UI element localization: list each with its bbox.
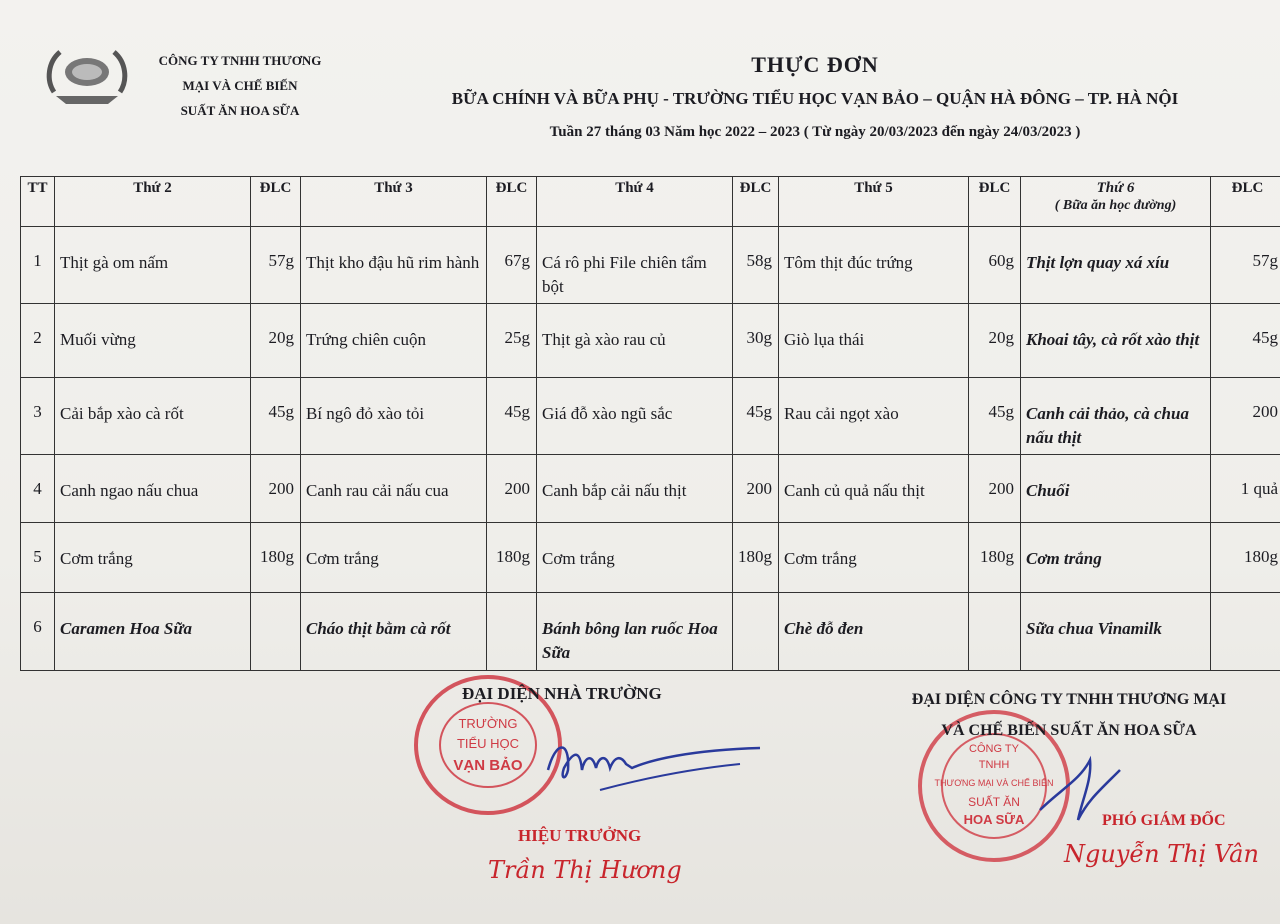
- col-header-unit: ĐLC: [487, 177, 537, 227]
- dish-cell: Thịt lợn quay xá xíu: [1021, 227, 1211, 304]
- menu-title: THỰC ĐƠN: [751, 52, 879, 77]
- table-row: [21, 455, 1280, 523]
- dish-cell: Canh rau cải nấu cua: [301, 455, 487, 523]
- quantity-cell: 45g: [969, 378, 1021, 455]
- stamp-text: THƯƠNG MẠI VÀ CHẾ BIẾN: [934, 778, 1054, 788]
- dish-cell: Muối vừng: [55, 304, 251, 378]
- quantity-cell: 180g: [251, 523, 301, 593]
- stamp-text: HOA SỮA: [963, 812, 1025, 827]
- vice-director-title: PHÓ GIÁM ĐỐC: [1102, 812, 1226, 829]
- quantity-cell: 20g: [969, 304, 1021, 378]
- quantity-cell: 200: [251, 455, 301, 523]
- company-representative-label: [884, 684, 1254, 746]
- dish-cell: Canh ngao nấu chua: [55, 455, 251, 523]
- quantity-cell: 45g: [733, 378, 779, 455]
- row-number: 2: [21, 304, 55, 378]
- quantity-cell: 25g: [487, 304, 537, 378]
- quantity-cell: 200: [969, 455, 1021, 523]
- company-rep-line: ĐẠI DIỆN CÔNG TY TNHH THƯƠNG MẠI: [911, 691, 1227, 708]
- dish-cell: Chuối: [1021, 455, 1211, 523]
- dish-cell: Chè đỗ đen: [779, 593, 969, 671]
- stamp-text: TNHH: [978, 759, 1010, 771]
- quantity-cell: 45g: [251, 378, 301, 455]
- quantity-cell: 1 quả: [1211, 455, 1280, 523]
- dish-cell: Thịt kho đậu hũ rim hành: [301, 227, 487, 304]
- dish-cell: Canh cải thảo, cà chua nấu thịt: [1021, 378, 1211, 455]
- dish-cell: Thịt gà xào rau củ: [537, 304, 733, 378]
- quantity-cell: 180g: [487, 523, 537, 593]
- dish-cell: Trứng chiên cuộn: [301, 304, 487, 378]
- quantity-cell: 58g: [733, 227, 779, 304]
- quantity-cell: 67g: [487, 227, 537, 304]
- dish-cell: Cơm trắng: [1021, 523, 1211, 593]
- quantity-cell: [251, 593, 301, 671]
- dish-cell: Giò lụa thái: [779, 304, 969, 378]
- dish-cell: Sữa chua Vinamilk: [1021, 593, 1211, 671]
- table-header-row: [21, 177, 1280, 227]
- quantity-cell: [1211, 593, 1280, 671]
- quantity-cell: 45g: [487, 378, 537, 455]
- dish-cell: Rau cải ngọt xào: [779, 378, 969, 455]
- quantity-cell: 30g: [733, 304, 779, 378]
- col-header-unit: ĐLC: [251, 177, 301, 227]
- quantity-cell: 180g: [969, 523, 1021, 593]
- col-header-day: Thứ 4: [537, 177, 733, 227]
- table-row: [21, 378, 1280, 455]
- dish-cell: Bánh bông lan ruốc Hoa Sữa: [537, 593, 733, 671]
- dish-cell: Cơm trắng: [301, 523, 487, 593]
- quantity-cell: 200: [733, 455, 779, 523]
- stamp-text: TRƯỜNG: [458, 716, 518, 731]
- menu-table: [20, 176, 1280, 671]
- principal-title: HIỆU TRƯỞNG: [518, 826, 642, 845]
- table-row: [21, 593, 1280, 671]
- quantity-cell: 180g: [733, 523, 779, 593]
- quantity-cell: 200: [1211, 378, 1280, 455]
- stamp-text: TIỂU HỌC: [456, 736, 520, 751]
- row-number: 3: [21, 378, 55, 455]
- dish-cell: Cơm trắng: [55, 523, 251, 593]
- principal-name: Trần Thị Hương: [488, 856, 682, 884]
- dish-cell: Cơm trắng: [537, 523, 733, 593]
- col-header-unit: ĐLC: [969, 177, 1021, 227]
- table-row: [21, 523, 1280, 593]
- dish-cell: Thịt gà om nấm: [55, 227, 251, 304]
- row-number: 4: [21, 455, 55, 523]
- company-line: CÔNG TY TNHH THƯƠNG: [158, 53, 322, 68]
- menu-week: Tuần 27 tháng 03 Năm học 2022 – 2023 ( Từ ngày 20/03/2023 đến ngày 24/03/2023 ): [549, 124, 1081, 140]
- col-header-tt: TT: [21, 177, 55, 227]
- quantity-cell: 60g: [969, 227, 1021, 304]
- school-representative-label: ĐẠI DIỆN NHÀ TRƯỜNG: [462, 684, 662, 703]
- dish-cell: Cháo thịt bằm cà rốt: [301, 593, 487, 671]
- dish-cell: Bí ngô đỏ xào tỏi: [301, 378, 487, 455]
- company-line: SUẤT ĂN HOA SỮA: [180, 103, 300, 118]
- principal-signature-icon: [540, 730, 770, 800]
- vice-director-name: Nguyễn Thị Vân: [1064, 840, 1259, 868]
- stamp-text: SUẤT ĂN: [968, 795, 1020, 809]
- quantity-cell: 200: [487, 455, 537, 523]
- table-row: [21, 227, 1280, 304]
- dish-cell: Cải bắp xào cà rốt: [55, 378, 251, 455]
- dish-cell: Cá rô phi File chiên tẩm bột: [537, 227, 733, 304]
- dish-cell: Caramen Hoa Sữa: [55, 593, 251, 671]
- stamp-text: VẠN BẢO: [453, 757, 523, 774]
- quantity-cell: 180g: [1211, 523, 1280, 593]
- dish-cell: Tôm thịt đúc trứng: [779, 227, 969, 304]
- day-label: Thứ 6: [1096, 180, 1135, 196]
- col-header-unit: ĐLC: [733, 177, 779, 227]
- col-header-day: Thứ 2: [55, 177, 251, 227]
- stamp-text: CÔNG TY: [969, 743, 1019, 755]
- table-body: [21, 227, 1280, 671]
- dish-cell: Canh bắp cải nấu thịt: [537, 455, 733, 523]
- dish-cell: Cơm trắng: [779, 523, 969, 593]
- col-header-day: Thứ 3: [301, 177, 487, 227]
- quantity-cell: [733, 593, 779, 671]
- quantity-cell: 45g: [1211, 304, 1280, 378]
- company-line: MẠI VÀ CHẾ BIẾN: [182, 78, 298, 93]
- dish-cell: Khoai tây, cà rốt xào thịt: [1021, 304, 1211, 378]
- menu-subtitle: BỮA CHÍNH VÀ BỮA PHỤ - TRƯỜNG TIỂU HỌC VẠN BẢO – QUẬN HÀ ĐÔNG – TP. HÀ NỘI: [451, 89, 1179, 108]
- quantity-cell: [969, 593, 1021, 671]
- quantity-cell: 57g: [1211, 227, 1280, 304]
- dish-cell: Giá đỗ xào ngũ sắc: [537, 378, 733, 455]
- row-number: 1: [21, 227, 55, 304]
- row-number: 6: [21, 593, 55, 671]
- col-header-unit: ĐLC: [1211, 177, 1280, 227]
- col-header-day: [1021, 177, 1211, 227]
- dish-cell: Canh củ quả nấu thịt: [779, 455, 969, 523]
- quantity-cell: [487, 593, 537, 671]
- row-number: 5: [21, 523, 55, 593]
- quantity-cell: 57g: [251, 227, 301, 304]
- table-row: [21, 304, 1280, 378]
- company-rep-line: VÀ CHẾ BIẾN SUẤT ĂN HOA SỮA: [941, 722, 1197, 739]
- col-header-day: Thứ 5: [779, 177, 969, 227]
- day-note: ( Bữa ăn học đường): [1054, 198, 1177, 213]
- quantity-cell: 20g: [251, 304, 301, 378]
